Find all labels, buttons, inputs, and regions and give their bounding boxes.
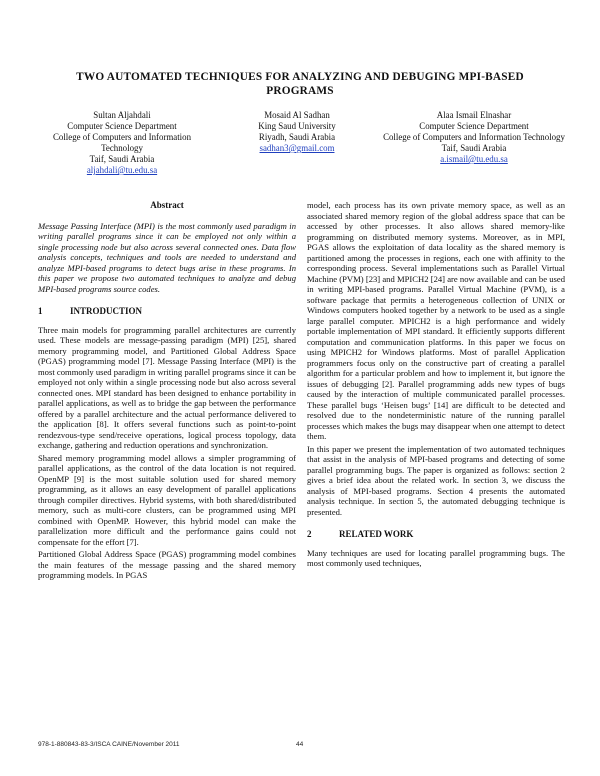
paragraph: Shared memory programming model allows a simpler programming of parallel applications, as the control of the data location is not required. OpenMP [9] is the most suitable solution used for shared memory programming, as it allows an easy development of parallel applications through compiler directives. Hybrid systems, with both shared/distributed memory, such as multi-core clusters, can be programmed using MPI combined with OpenMP. However, this hybrid model can make the parallelization more difficult and the performance gains could not compensate for the effort [7]. [38,452,296,547]
author-dept: Computer Science Department [419,121,529,131]
author-dept: Computer Science Department [67,121,177,131]
abstract-heading: Abstract [150,200,184,210]
section-number: 2 [307,529,312,539]
author-email-link[interactable]: aljahdali@tu.edu.sa [86,165,158,175]
section-title: RELATED WORK [339,529,414,539]
paragraph: Many techniques are used for locating parallel programming bugs. The most commonly used techniques, [307,547,565,568]
page-number: 44 [296,741,304,748]
left-column [38,200,296,583]
paper-title: TWO AUTOMATED TECHNIQUES FOR ANALYZING AND DEBUGING MPI-BASED PROGRAMS [76,71,524,97]
right-column [307,200,565,571]
author-college: College of Computers and Information Technology [52,132,192,153]
author-name: Mosaid Al Sadhan [264,110,330,120]
paragraph: Partitioned Global Address Space (PGAS) programming model combines the main features of the message passing and the shared memory programming models. In PGAS [38,549,296,580]
author-email-link[interactable]: a.ismail@tu.edu.sa [440,154,508,164]
author-name: Sultan Aljahdali [93,110,151,120]
section-number: 1 [38,306,43,316]
paragraph: model, each process has its own private memory space, as well as an associated shared memory region of the global address space that can be accessed by other processes. It also allows shared memory-like programming on distributed memory systems. Moreover, as in MPI, PGAS allows the exploitation of data locality as the shared memory is partitioned among the processes in regions, each one with affinity to the corresponding process. Several implementations such as Parallel Virtual Machine (PVM) [23] and MPICH2 [24] are now available and can be used in writing MPI-based programs. Parallel Virtual Machine (PVM), is a software package that permits a heterogeneous collection of UNIX or Windows computers hooked together by a network to be used as a single large parallel computer. MPICH2 is a high performance and widely portable implementation of MPI standard. It efficiently supports different computation and communication platforms. In this paper we focus on using MPICH2 for Windows platforms. Most of parallel Application programmers focus only on the constructive part of creating a parallel algorithm for a particular problem and how to implement it, but ignore the issues of debugging [2]. Parallel programming adds new types of bugs caused by the interaction of multiple communicated parallel processes. These parallel bugs ‘Heisen bugs’ [14] are difficult to be detected and resolved due to the nondeterministic nature of the running parallel processes which makes the bugs may disappear when one attempt to detect them. [307,200,565,441]
section-heading-introduction [38,306,296,317]
author-1 [32,110,212,176]
author-3 [374,110,574,165]
author-dept: King Saud University [258,121,336,131]
abstract-text: Message Passing Interface (MPI) is the most commonly used paradigm in writing parallel programs since it can be employed not only within a single processing node but also across several connected ones. Data flow analysis concepts, techniques and tools are needed to understand and analyze MPI-based programs to detect bugs arise in these programs. In this paper we propose two automated techniques to analyze and debug MPI-based programs source codes. [38,220,296,294]
author-email-link[interactable]: sadhan3@gmail.com [259,143,335,153]
author-college: Riyadh, Saudi Arabia [258,132,336,142]
footer-isbn: 978-1-880843-83-3/ISCA CAINE/November 2011 [38,741,180,748]
section-title: INTRODUCTION [70,306,143,316]
paragraph: Three main models for programming parallel architectures are currently used. These models are message-passing paradigm (MPI) [25], shared memory programming model, and Partitioned Global Address Space (PGAS) programming model [7]. Message Passing Interface (MPI) is the most commonly used paradigm in writing parallel programs since it can be employed not only within a single processing node but also across several connected ones. MPI standard has been designed to enhance portability in parallel applications, as well as to bridge the gap between the performance offered by a parallel architecture and the actual performance delivered to the application [8]. It offers several functions such as point-to-point rendezvous-type send/receive operations, logical process topology, data exchange, gathering and reduction operations and synchronization. [38,324,296,450]
paragraph: In this paper we present the implementation of two automated techniques that assist in the analysis of MPI-based programs and detecting of some parallel programming bugs. The paper is organized as follows: section 2 gives a brief idea about the related work. In section 3, we discuss the analysis of MPI-based programs. Section 4 presents the automated analysis technique. In section 5, the automated debugging technique is presented. [307,443,565,517]
author-location: Taif, Saudi Arabia [89,154,155,164]
author-2 [222,110,372,154]
author-name: Alaa Ismail Elnashar [436,110,512,120]
author-location: Taif, Saudi Arabia [441,143,507,153]
author-college: College of Computers and Information Technology [383,132,565,142]
section-heading-related-work [307,529,565,540]
